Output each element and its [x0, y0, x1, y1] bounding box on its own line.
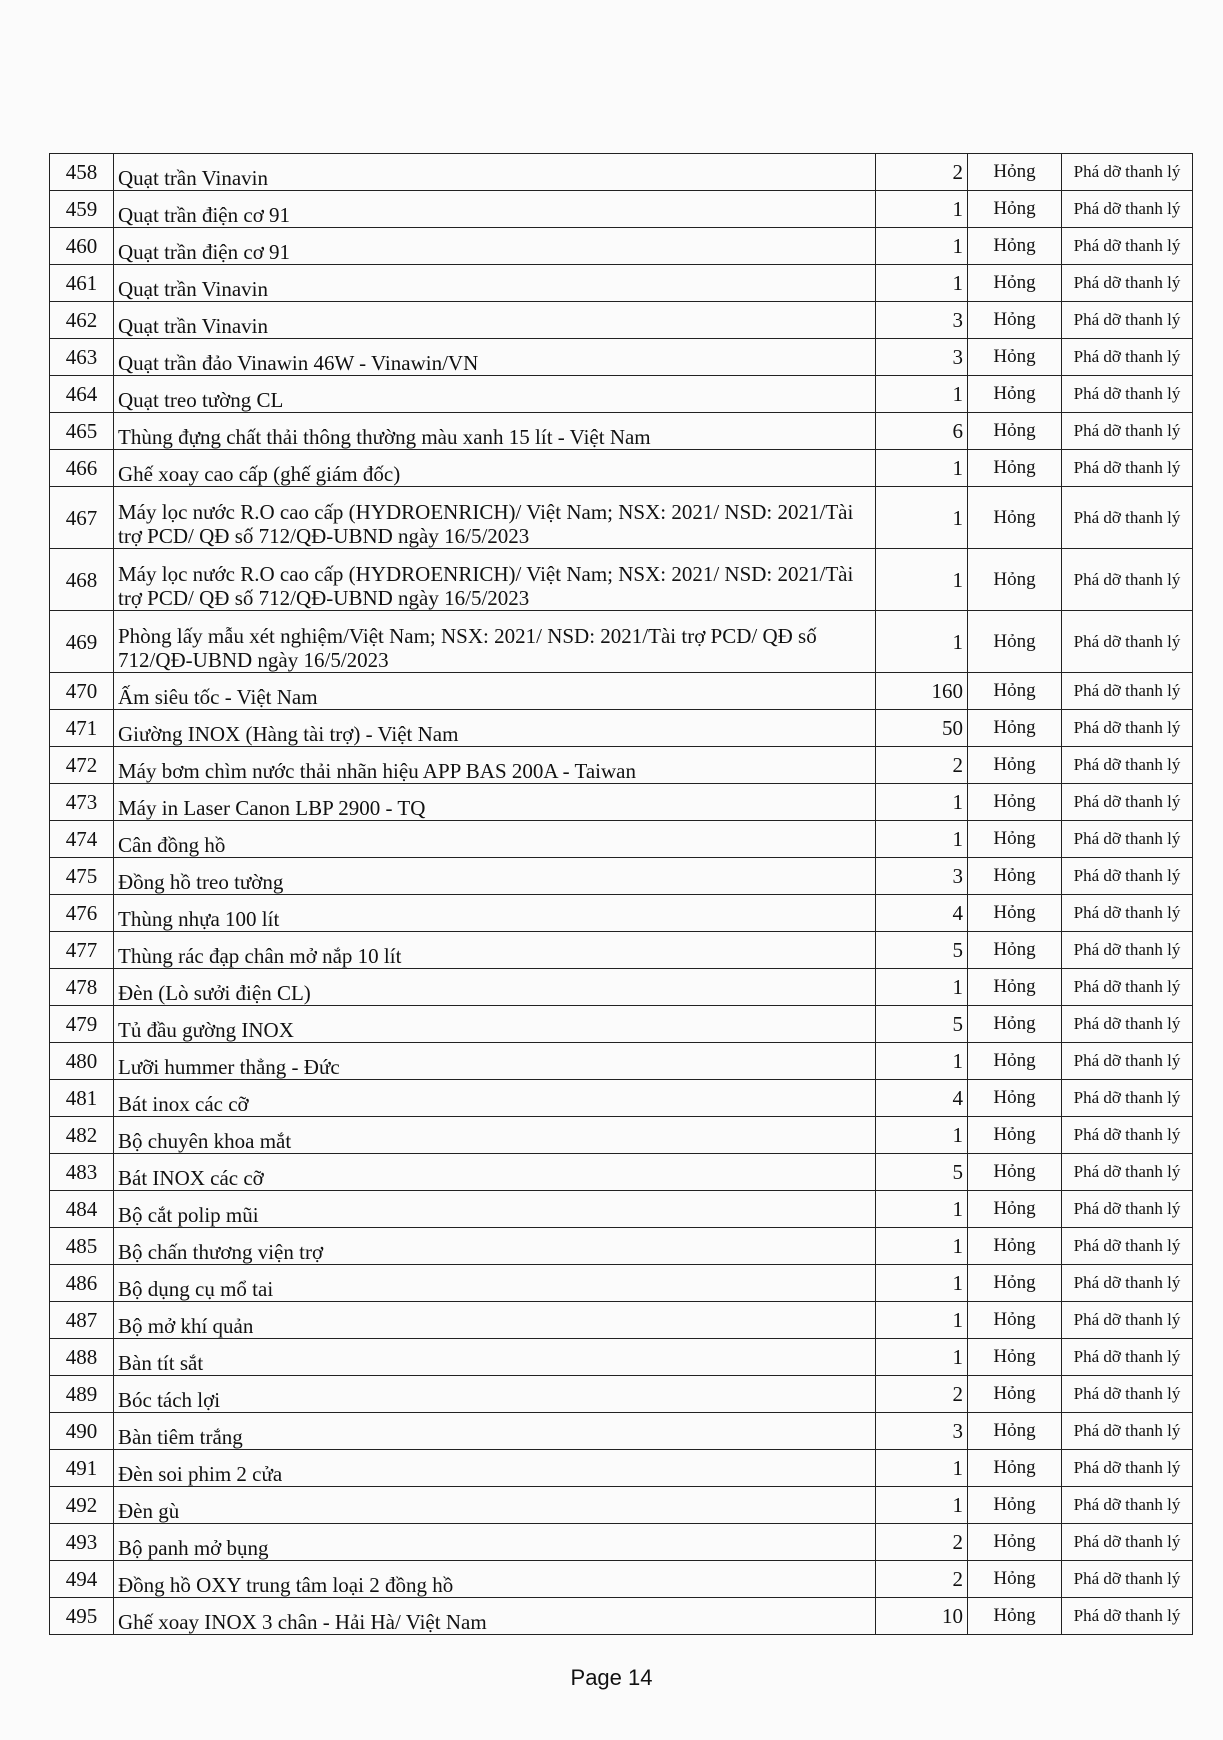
row-number: 465: [50, 413, 114, 450]
row-number: 460: [50, 228, 114, 265]
item-action: Phá dỡ thanh lý: [1062, 302, 1193, 339]
row-number: 492: [50, 1487, 114, 1524]
item-status: Hỏng: [968, 1561, 1062, 1598]
table-row: [50, 611, 1193, 673]
table-row: [50, 784, 1193, 821]
item-action: Phá dỡ thanh lý: [1062, 1117, 1193, 1154]
item-action: Phá dỡ thanh lý: [1062, 1339, 1193, 1376]
table-row: [50, 1265, 1193, 1302]
row-number: 494: [50, 1561, 114, 1598]
item-quantity: 2: [876, 1524, 968, 1561]
item-name: Bộ chuyên khoa mắt: [114, 1117, 876, 1154]
item-action: Phá dỡ thanh lý: [1062, 1487, 1193, 1524]
item-name: Bát INOX các cỡ: [114, 1154, 876, 1191]
table-row: [50, 858, 1193, 895]
item-quantity: 1: [876, 969, 968, 1006]
item-action: Phá dỡ thanh lý: [1062, 1006, 1193, 1043]
item-quantity: 5: [876, 932, 968, 969]
item-status: Hỏng: [968, 228, 1062, 265]
item-action: Phá dỡ thanh lý: [1062, 413, 1193, 450]
item-status: Hỏng: [968, 1228, 1062, 1265]
item-name: Quạt trần đảo Vinawin 46W - Vinawin/VN: [114, 339, 876, 376]
item-action: Phá dỡ thanh lý: [1062, 549, 1193, 611]
item-name: Bát inox các cỡ: [114, 1080, 876, 1117]
item-quantity: 3: [876, 1413, 968, 1450]
table-row: [50, 1191, 1193, 1228]
item-quantity: 10: [876, 1598, 968, 1635]
item-action: Phá dỡ thanh lý: [1062, 821, 1193, 858]
item-action: Phá dỡ thanh lý: [1062, 191, 1193, 228]
item-quantity: 1: [876, 1265, 968, 1302]
row-number: 472: [50, 747, 114, 784]
item-name: Bộ cắt polip mũi: [114, 1191, 876, 1228]
item-name: Lưỡi hummer thẳng - Đức: [114, 1043, 876, 1080]
item-action: Phá dỡ thanh lý: [1062, 710, 1193, 747]
item-action: Phá dỡ thanh lý: [1062, 784, 1193, 821]
table-row: [50, 1598, 1193, 1635]
item-status: Hỏng: [968, 450, 1062, 487]
item-status: Hỏng: [968, 1450, 1062, 1487]
item-status: Hỏng: [968, 1487, 1062, 1524]
item-status: Hỏng: [968, 858, 1062, 895]
item-action: Phá dỡ thanh lý: [1062, 1080, 1193, 1117]
table-row: [50, 376, 1193, 413]
item-status: Hỏng: [968, 413, 1062, 450]
item-action: Phá dỡ thanh lý: [1062, 1043, 1193, 1080]
row-number: 475: [50, 858, 114, 895]
table-row: [50, 1043, 1193, 1080]
item-status: Hỏng: [968, 1080, 1062, 1117]
inventory-table: [49, 153, 1193, 1635]
table-row: [50, 1339, 1193, 1376]
table-row: [50, 549, 1193, 611]
row-number: 471: [50, 710, 114, 747]
item-name: Đồng hồ OXY trung tâm loại 2 đồng hồ: [114, 1561, 876, 1598]
item-action: Phá dỡ thanh lý: [1062, 1228, 1193, 1265]
item-status: Hỏng: [968, 154, 1062, 191]
item-status: Hỏng: [968, 487, 1062, 549]
item-action: Phá dỡ thanh lý: [1062, 154, 1193, 191]
item-action: Phá dỡ thanh lý: [1062, 1265, 1193, 1302]
row-number: 479: [50, 1006, 114, 1043]
item-quantity: 2: [876, 154, 968, 191]
item-quantity: 1: [876, 1339, 968, 1376]
item-quantity: 4: [876, 1080, 968, 1117]
row-number: 473: [50, 784, 114, 821]
item-status: Hỏng: [968, 265, 1062, 302]
table-row: [50, 1524, 1193, 1561]
item-name: Giường INOX (Hàng tài trợ) - Việt Nam: [114, 710, 876, 747]
item-action: Phá dỡ thanh lý: [1062, 228, 1193, 265]
item-status: Hỏng: [968, 747, 1062, 784]
item-name: Quạt trần điện cơ 91: [114, 191, 876, 228]
item-status: Hỏng: [968, 784, 1062, 821]
item-name: Bộ chấn thương viện trợ: [114, 1228, 876, 1265]
item-quantity: 1: [876, 450, 968, 487]
table-row: [50, 1302, 1193, 1339]
table-row: [50, 673, 1193, 710]
item-action: Phá dỡ thanh lý: [1062, 265, 1193, 302]
item-action: Phá dỡ thanh lý: [1062, 895, 1193, 932]
item-quantity: 1: [876, 191, 968, 228]
item-name: Máy in Laser Canon LBP 2900 - TQ: [114, 784, 876, 821]
row-number: 463: [50, 339, 114, 376]
item-action: Phá dỡ thanh lý: [1062, 932, 1193, 969]
item-quantity: 1: [876, 1191, 968, 1228]
item-quantity: 1: [876, 1228, 968, 1265]
row-number: 467: [50, 487, 114, 549]
row-number: 458: [50, 154, 114, 191]
item-action: Phá dỡ thanh lý: [1062, 747, 1193, 784]
item-quantity: 1: [876, 487, 968, 549]
item-status: Hỏng: [968, 611, 1062, 673]
table-row: [50, 487, 1193, 549]
inventory-table-body: [50, 154, 1193, 1635]
page-number: Page 14: [570, 1665, 653, 1690]
item-action: Phá dỡ thanh lý: [1062, 1413, 1193, 1450]
row-number: 464: [50, 376, 114, 413]
row-number: 459: [50, 191, 114, 228]
item-quantity: 1: [876, 1487, 968, 1524]
item-quantity: 3: [876, 858, 968, 895]
row-number: 482: [50, 1117, 114, 1154]
row-number: 476: [50, 895, 114, 932]
item-name: Đồng hồ treo tường: [114, 858, 876, 895]
item-quantity: 6: [876, 413, 968, 450]
item-status: Hỏng: [968, 339, 1062, 376]
item-action: Phá dỡ thanh lý: [1062, 1376, 1193, 1413]
table-row: [50, 339, 1193, 376]
row-number: 486: [50, 1265, 114, 1302]
row-number: 481: [50, 1080, 114, 1117]
table-row: [50, 969, 1193, 1006]
item-name: Bàn tít sắt: [114, 1339, 876, 1376]
item-status: Hỏng: [968, 821, 1062, 858]
item-quantity: 1: [876, 228, 968, 265]
item-status: Hỏng: [968, 549, 1062, 611]
item-quantity: 1: [876, 821, 968, 858]
item-quantity: 1: [876, 1117, 968, 1154]
item-action: Phá dỡ thanh lý: [1062, 1450, 1193, 1487]
item-name: Bộ panh mở bụng: [114, 1524, 876, 1561]
item-status: Hỏng: [968, 376, 1062, 413]
table-row: [50, 1487, 1193, 1524]
row-number: 461: [50, 265, 114, 302]
table-row: [50, 1450, 1193, 1487]
item-action: Phá dỡ thanh lý: [1062, 673, 1193, 710]
table-row: [50, 1561, 1193, 1598]
table-row: [50, 1080, 1193, 1117]
item-action: Phá dỡ thanh lý: [1062, 450, 1193, 487]
row-number: 489: [50, 1376, 114, 1413]
item-action: Phá dỡ thanh lý: [1062, 339, 1193, 376]
item-quantity: 160: [876, 673, 968, 710]
item-name: Máy lọc nước R.O cao cấp (HYDROENRICH)/ Việt Nam; NSX: 2021/ NSD: 2021/Tài trợ PCD/ QĐ số 712/QĐ-UBND ngày 16/5/2023: [114, 487, 876, 549]
table-row: [50, 1376, 1193, 1413]
item-status: Hỏng: [968, 1265, 1062, 1302]
row-number: 474: [50, 821, 114, 858]
row-number: 495: [50, 1598, 114, 1635]
table-row: [50, 821, 1193, 858]
table-row: [50, 154, 1193, 191]
item-quantity: 1: [876, 611, 968, 673]
table-row: [50, 302, 1193, 339]
item-quantity: 1: [876, 376, 968, 413]
item-quantity: 2: [876, 1376, 968, 1413]
item-status: Hỏng: [968, 1006, 1062, 1043]
item-action: Phá dỡ thanh lý: [1062, 1191, 1193, 1228]
item-quantity: 1: [876, 1302, 968, 1339]
item-name: Đèn (Lò sưởi điện CL): [114, 969, 876, 1006]
item-name: Bộ mở khí quản: [114, 1302, 876, 1339]
item-action: Phá dỡ thanh lý: [1062, 858, 1193, 895]
item-action: Phá dỡ thanh lý: [1062, 611, 1193, 673]
item-name: Bộ dụng cụ mổ tai: [114, 1265, 876, 1302]
item-quantity: 1: [876, 1450, 968, 1487]
table-row: [50, 1413, 1193, 1450]
table-row: [50, 1006, 1193, 1043]
item-quantity: 1: [876, 265, 968, 302]
table-row: [50, 1154, 1193, 1191]
item-status: Hỏng: [968, 1339, 1062, 1376]
item-quantity: 1: [876, 549, 968, 611]
item-status: Hỏng: [968, 302, 1062, 339]
item-name: Ghế xoay INOX 3 chân - Hải Hà/ Việt Nam: [114, 1598, 876, 1635]
item-name: Thùng nhựa 100 lít: [114, 895, 876, 932]
row-number: 490: [50, 1413, 114, 1450]
item-action: Phá dỡ thanh lý: [1062, 1302, 1193, 1339]
item-name: Máy bơm chìm nước thải nhãn hiệu APP BAS 200A - Taiwan: [114, 747, 876, 784]
item-status: Hỏng: [968, 969, 1062, 1006]
item-status: Hỏng: [968, 191, 1062, 228]
item-quantity: 5: [876, 1006, 968, 1043]
item-name: Bàn tiêm trắng: [114, 1413, 876, 1450]
row-number: 488: [50, 1339, 114, 1376]
item-name: Thùng đựng chất thải thông thường màu xanh 15 lít - Việt Nam: [114, 413, 876, 450]
row-number: 466: [50, 450, 114, 487]
item-action: Phá dỡ thanh lý: [1062, 1524, 1193, 1561]
item-status: Hỏng: [968, 1191, 1062, 1228]
item-name: Quạt treo tường CL: [114, 376, 876, 413]
item-status: Hỏng: [968, 710, 1062, 747]
item-status: Hỏng: [968, 1302, 1062, 1339]
table-row: [50, 265, 1193, 302]
item-action: Phá dỡ thanh lý: [1062, 1598, 1193, 1635]
row-number: 491: [50, 1450, 114, 1487]
item-action: Phá dỡ thanh lý: [1062, 1154, 1193, 1191]
item-name: Cân đồng hồ: [114, 821, 876, 858]
item-action: Phá dỡ thanh lý: [1062, 487, 1193, 549]
table-row: [50, 450, 1193, 487]
item-name: Quạt trần Vinavin: [114, 265, 876, 302]
item-status: Hỏng: [968, 1117, 1062, 1154]
row-number: 485: [50, 1228, 114, 1265]
table-row: [50, 895, 1193, 932]
item-name: Tủ đầu gường INOX: [114, 1006, 876, 1043]
table-row: [50, 191, 1193, 228]
item-status: Hỏng: [968, 1154, 1062, 1191]
table-row: [50, 710, 1193, 747]
item-name: Đèn gù: [114, 1487, 876, 1524]
item-action: Phá dỡ thanh lý: [1062, 376, 1193, 413]
item-quantity: 1: [876, 1043, 968, 1080]
table-row: [50, 932, 1193, 969]
table-row: [50, 413, 1193, 450]
row-number: 469: [50, 611, 114, 673]
item-name: Quạt trần điện cơ 91: [114, 228, 876, 265]
table-row: [50, 1228, 1193, 1265]
row-number: 470: [50, 673, 114, 710]
item-status: Hỏng: [968, 1413, 1062, 1450]
item-quantity: 3: [876, 339, 968, 376]
item-name: Ghế xoay cao cấp (ghế giám đốc): [114, 450, 876, 487]
item-quantity: 2: [876, 1561, 968, 1598]
row-number: 477: [50, 932, 114, 969]
table-row: [50, 228, 1193, 265]
item-quantity: 3: [876, 302, 968, 339]
item-name: Đèn soi phim 2 cửa: [114, 1450, 876, 1487]
item-quantity: 5: [876, 1154, 968, 1191]
item-action: Phá dỡ thanh lý: [1062, 1561, 1193, 1598]
item-status: Hỏng: [968, 1043, 1062, 1080]
row-number: 483: [50, 1154, 114, 1191]
item-name: Máy lọc nước R.O cao cấp (HYDROENRICH)/ Việt Nam; NSX: 2021/ NSD: 2021/Tài trợ PCD/ QĐ số 712/QĐ-UBND ngày 16/5/2023: [114, 549, 876, 611]
row-number: 468: [50, 549, 114, 611]
item-action: Phá dỡ thanh lý: [1062, 969, 1193, 1006]
item-status: Hỏng: [968, 1376, 1062, 1413]
item-name: Ấm siêu tốc - Việt Nam: [114, 673, 876, 710]
item-name: Bóc tách lợi: [114, 1376, 876, 1413]
row-number: 462: [50, 302, 114, 339]
row-number: 478: [50, 969, 114, 1006]
item-name: Thùng rác đạp chân mở nắp 10 lít: [114, 932, 876, 969]
item-status: Hỏng: [968, 1598, 1062, 1635]
item-quantity: 4: [876, 895, 968, 932]
row-number: 487: [50, 1302, 114, 1339]
item-quantity: 2: [876, 747, 968, 784]
item-status: Hỏng: [968, 1524, 1062, 1561]
table-row: [50, 747, 1193, 784]
table-row: [50, 1117, 1193, 1154]
item-status: Hỏng: [968, 932, 1062, 969]
item-name: Quạt trần Vinavin: [114, 154, 876, 191]
row-number: 493: [50, 1524, 114, 1561]
item-status: Hỏng: [968, 673, 1062, 710]
item-status: Hỏng: [968, 895, 1062, 932]
item-quantity: 1: [876, 784, 968, 821]
item-name: Phòng lấy mẫu xét nghiệm/Việt Nam; NSX: 2021/ NSD: 2021/Tài trợ PCD/ QĐ số 712/QĐ-UBND ngày 16/5/2023: [114, 611, 876, 673]
row-number: 480: [50, 1043, 114, 1080]
item-name: Quạt trần Vinavin: [114, 302, 876, 339]
item-quantity: 50: [876, 710, 968, 747]
row-number: 484: [50, 1191, 114, 1228]
